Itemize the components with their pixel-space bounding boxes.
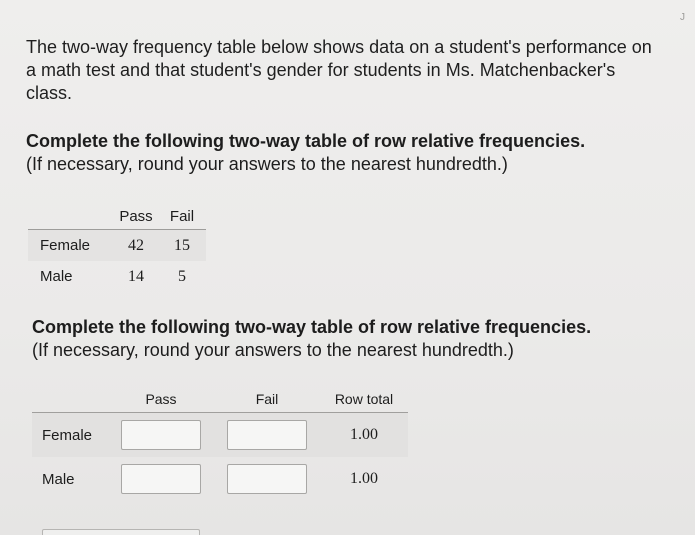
given-table-corner bbox=[28, 203, 114, 230]
instruction-2-bold: Complete the following two-way table of row relative frequencies. bbox=[32, 317, 592, 337]
answer-table-corner bbox=[32, 385, 108, 413]
instruction-2-note: (If necessary, round your answers to the nearest hundredth.) bbox=[32, 340, 514, 360]
given-male-pass: 14 bbox=[128, 267, 144, 285]
given-female-pass: 42 bbox=[114, 230, 158, 262]
answer-table-row-male bbox=[32, 457, 408, 501]
male-row-total: 1.00 bbox=[350, 470, 378, 487]
problem-intro: The two-way frequency table below shows data on a student's performance on a math test and that student's gender for students in Ms. Matchenbacker's class. bbox=[26, 37, 652, 103]
answer-table-row-female bbox=[32, 413, 408, 458]
female-fail-input[interactable] bbox=[227, 420, 307, 450]
given-table-row-male bbox=[28, 261, 206, 292]
instruction-1-note: (If necessary, round your answers to the nearest hundredth.) bbox=[26, 154, 508, 174]
answer-cell-female-fail bbox=[214, 413, 320, 458]
instruction-1 bbox=[26, 130, 666, 176]
male-pass-input[interactable] bbox=[121, 464, 201, 494]
answer-cell-male-fail bbox=[214, 457, 320, 501]
answer-header-pass: Pass bbox=[108, 385, 214, 413]
answer-cell-female-pass bbox=[108, 413, 214, 458]
given-frequency-table bbox=[28, 203, 206, 292]
given-table-row-female bbox=[28, 230, 206, 262]
answer-header-fail: Fail bbox=[214, 385, 320, 413]
answer-table-header-row bbox=[32, 385, 408, 413]
given-row-label-female: Female bbox=[28, 230, 114, 262]
male-fail-input[interactable] bbox=[227, 464, 307, 494]
given-table-header-row bbox=[28, 203, 206, 230]
answer-cell-male-pass bbox=[108, 457, 214, 501]
instruction-1-bold: Complete the following two-way table of row relative frequencies. bbox=[26, 131, 586, 151]
corner-mark: J bbox=[680, 12, 685, 23]
given-female-fail: 15 bbox=[158, 230, 206, 262]
given-header-fail: Fail bbox=[158, 203, 206, 230]
female-pass-input[interactable] bbox=[121, 420, 201, 450]
given-row-label-male: Male bbox=[40, 268, 73, 285]
instruction-2 bbox=[32, 316, 672, 362]
answer-header-row-total: Row total bbox=[320, 385, 408, 413]
answer-row-label-female: Female bbox=[32, 413, 108, 458]
given-male-fail: 5 bbox=[178, 267, 186, 285]
answer-row-label-male: Male bbox=[42, 470, 75, 488]
next-input-edge[interactable] bbox=[42, 529, 200, 535]
relative-frequency-table bbox=[32, 385, 408, 501]
female-row-total: 1.00 bbox=[320, 413, 408, 458]
given-header-pass: Pass bbox=[114, 203, 158, 230]
